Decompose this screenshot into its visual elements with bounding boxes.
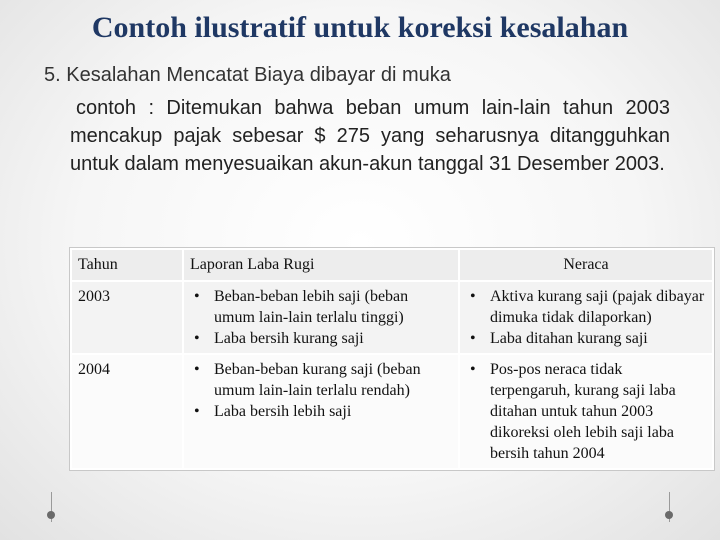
correction-table bbox=[70, 248, 714, 470]
slide-subtitle: 5. Kesalahan Mencatat Biaya dibayar di muka bbox=[44, 64, 451, 86]
list-item: • Pos-pos neraca tidak terpengaruh, kurang saji laba ditahan untuk tahun 2003 dikoreksi oleh lebih saji laba bersih tahun 2004 bbox=[466, 359, 706, 464]
header-laporan-laba-rugi: Laporan Laba Rugi bbox=[183, 249, 459, 281]
list-item: • Aktiva kurang saji (pajak dibayar dimuka tidak dilaporkan) bbox=[466, 286, 706, 328]
list-item: • Laba bersih kurang saji bbox=[190, 328, 452, 349]
list-item: • Laba ditahan kurang saji bbox=[466, 328, 706, 349]
body-text: contoh : Ditemukan bahwa beban umum lain-lain tahun 2003 mencakup pajak sebesar $ 275 yang seharusnya ditangguhkan untuk dalam menyesuaikan akun-akun tanggal 31 Desember 2003. bbox=[70, 97, 670, 175]
balance-cell bbox=[459, 281, 713, 354]
header-neraca: Neraca bbox=[459, 249, 713, 281]
table-header-row bbox=[71, 249, 713, 281]
header-tahun: Tahun bbox=[71, 249, 183, 281]
year-cell: 2003 bbox=[71, 281, 183, 354]
income-cell bbox=[183, 354, 459, 469]
balance-cell bbox=[459, 354, 713, 469]
slide-title: Contoh ilustratif untuk koreksi kesalahan bbox=[91, 11, 629, 44]
decorative-dot-left bbox=[47, 511, 55, 519]
body-paragraph bbox=[70, 94, 670, 178]
year-cell: 2004 bbox=[71, 354, 183, 469]
list-item: • Beban-beban lebih saji (beban umum lain-lain terlalu tinggi) bbox=[190, 286, 452, 328]
list-item: • Laba bersih lebih saji bbox=[190, 401, 452, 422]
list-item: • Beban-beban kurang saji (beban umum lain-lain terlalu rendah) bbox=[190, 359, 452, 401]
income-cell bbox=[183, 281, 459, 354]
table-row bbox=[71, 354, 713, 469]
table-row bbox=[71, 281, 713, 354]
decorative-dot-right bbox=[665, 511, 673, 519]
